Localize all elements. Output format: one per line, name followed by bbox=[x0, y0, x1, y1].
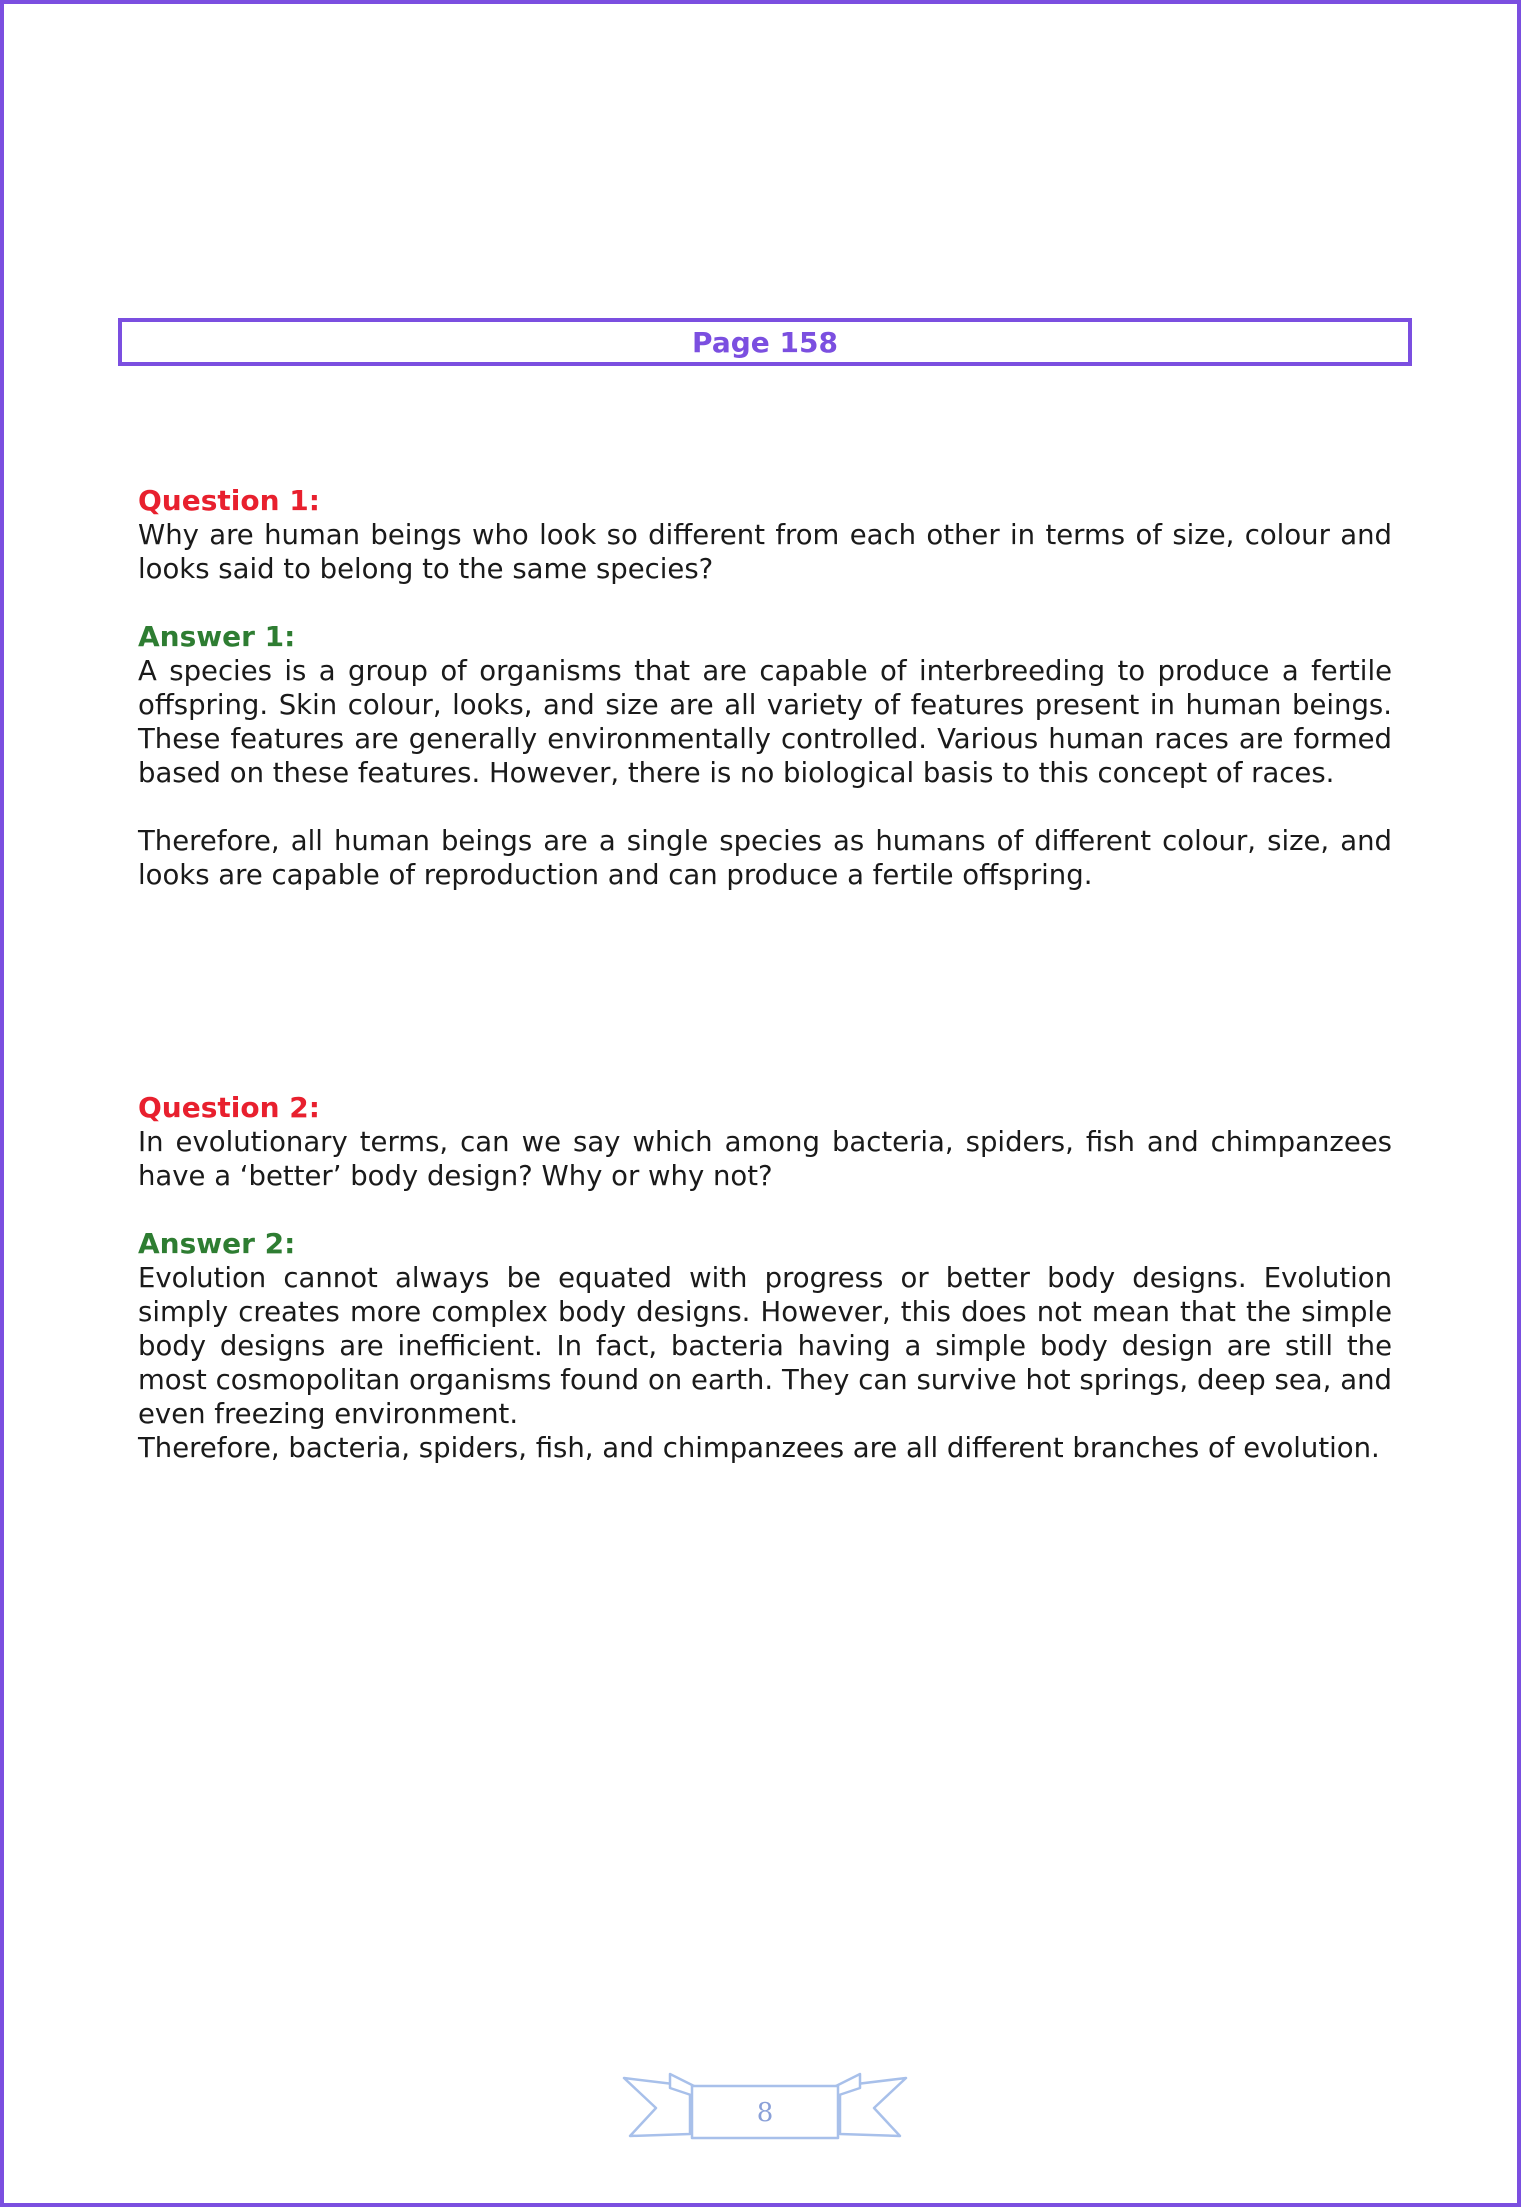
answer-paragraph: Evolution cannot always be equated with progress or better body designs. Evolution simply creates more complex body designs. However, this does not mean that the simple body designs are inefficient. In fact, bacteria having a simple body design are still the most cosmopolitan organisms found on earth. They can survive hot springs, deep sea, and even freezing environment. bbox=[138, 1262, 1392, 1430]
answer-paragraph: A species is a group of organisms that are capable of interbreeding to produce a fertile offspring. Skin colour, looks, and size are all variety of features present in human beings. These features are generally environmentally controlled. Various human races are formed based on these features. However, there is no biological basis to this concept of races. bbox=[138, 655, 1392, 789]
question-text: In evolutionary terms, can we say which among bacteria, spiders, fish and chimpanzees have a ‘better’ body design? Why or why not? bbox=[138, 1126, 1392, 1192]
answer-label: Answer 2: bbox=[138, 1227, 296, 1260]
page-header-box bbox=[118, 318, 1412, 366]
answer-paragraph: Therefore, all human beings are a single species as humans of different colour, size, and looks are capable of reproduction and can produce a fertile offspring. bbox=[138, 825, 1392, 891]
qa-block-2 bbox=[138, 1091, 1392, 1465]
question-label: Question 2: bbox=[138, 1091, 320, 1124]
question-label: Question 1: bbox=[138, 484, 320, 517]
page-label: Page 158 bbox=[692, 325, 838, 359]
page-number: 8 bbox=[756, 2098, 774, 2128]
answer-label: Answer 1: bbox=[138, 620, 296, 653]
question-text: Why are human beings who look so different from each other in terms of size, colour and looks said to belong to the same species? bbox=[138, 519, 1392, 585]
answer-paragraph: Therefore, bacteria, spiders, fish, and chimpanzees are all different branches of evolution. bbox=[138, 1432, 1380, 1464]
qa-block-1 bbox=[138, 484, 1392, 892]
